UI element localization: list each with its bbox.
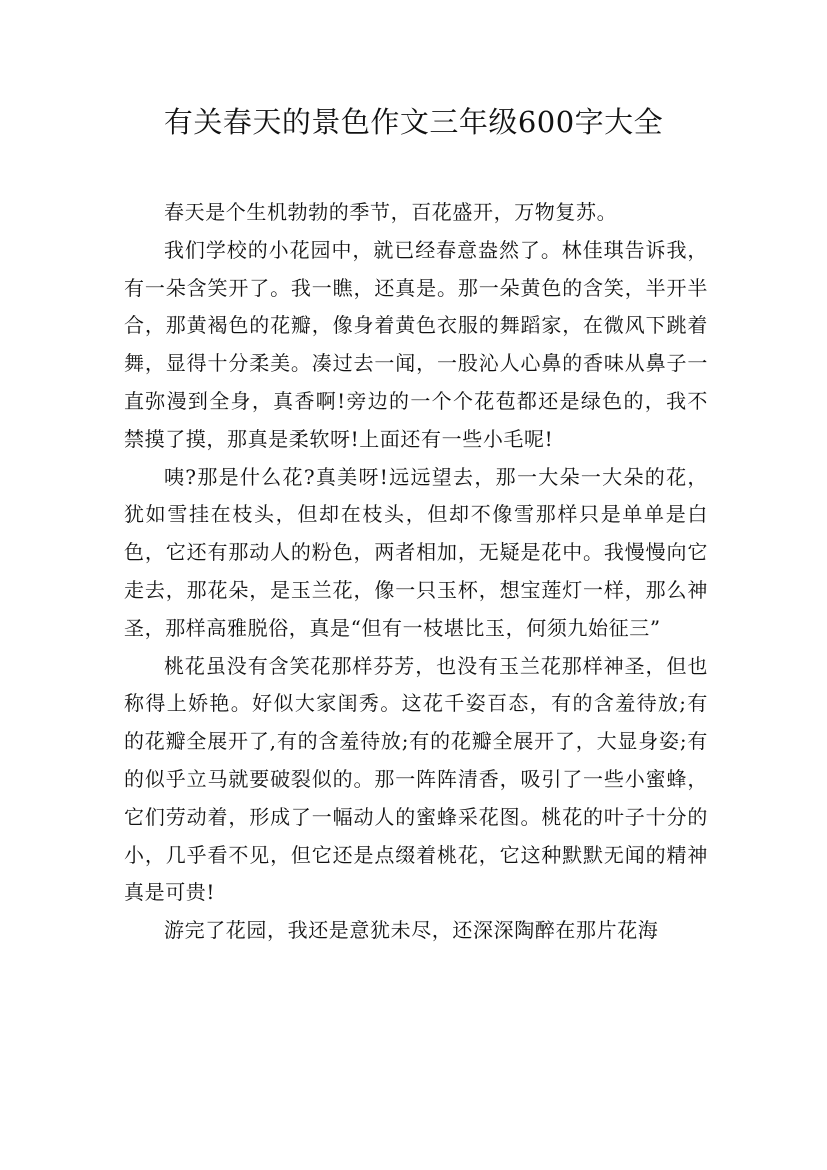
paragraph-4: 桃花虽没有含笑花那样芬芳，也没有玉兰花那样神圣，但也称得上娇艳。好似大家闺秀。这花千姿百态，有的含羞待放;有的花瓣全展开了,有的含羞待放;有的花瓣全展开了，大显身姿;有的似乎立马就要破裂似的。那一阵阵清香，吸引了一些小蜜蜂，它们劳动着，形成了一幅动人的蜜蜂采花图。桃花的叶子十分的小，几乎看不见，但它还是点缀着桃花，它这种默默无闻的精神真是可贵! xyxy=(124,653,708,905)
paragraph-5: 游完了花园，我还是意犹未尽，还深深陶醉在那片花海 xyxy=(164,918,659,943)
document-title: 有关春天的景色作文三年级600字大全 xyxy=(163,105,664,139)
paragraph-1: 春天是个生机勃勃的季节，百花盛开，万物复苏。 xyxy=(164,200,618,224)
paragraph-2: 我们学校的小花园中，就已经春意盎然了。林佳琪告诉我，有一朵含笑开了。我一瞧，还真是。那一朵黄色的含笑，半开半合，那黄褐色的花瓣，像身着黄色衣服的舞蹈家，在微风下跳着舞，显得十分柔美。凑过去一闻，一股沁人心鼻的香味从鼻子一直弥漫到全身，真香啊!旁边的一个个花苞都还是绿色的，我不禁摸了摸，那真是柔软呀!上面还有一些小毛呢! xyxy=(124,237,708,451)
paragraph-3: 咦?那是什么花?真美呀!远远望去，那一大朵一大朵的花，犹如雪挂在枝头，但却在枝头，但却不像雪那样只是单单是白色，它还有那动人的粉色，两者相加，无疑是花中。我慢慢向它走去，那花朵，是玉兰花，像一只玉杯，想宝莲灯一样，那么神圣，那样高雅脱俗，真是“但有一枝堪比玉，何须九始征三” xyxy=(124,464,708,640)
document-body xyxy=(124,194,708,950)
